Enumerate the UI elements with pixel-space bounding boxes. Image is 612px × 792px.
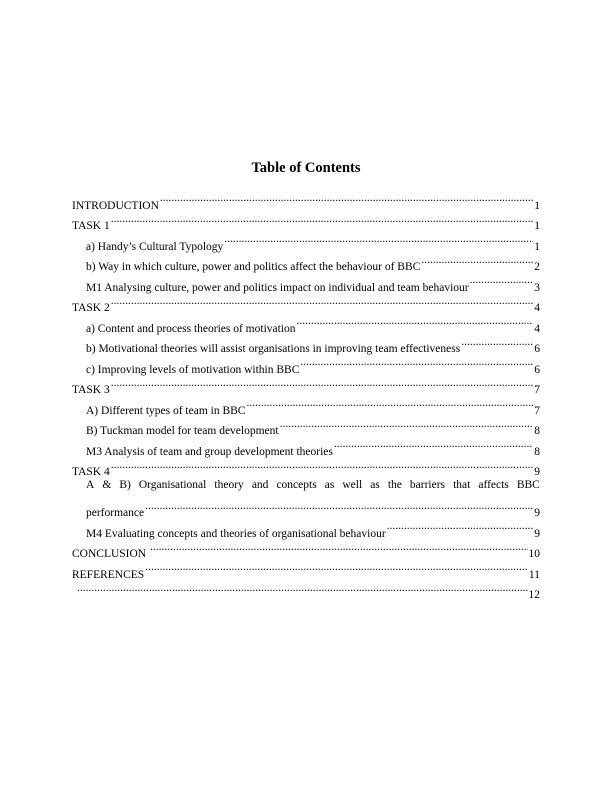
toc-entry-page: 4 bbox=[534, 322, 540, 335]
toc-entry-label: TASK 1 bbox=[72, 220, 110, 232]
toc-entry-task-3[interactable] bbox=[72, 373, 540, 394]
toc-entry-introduction[interactable] bbox=[72, 188, 540, 212]
toc-word: affects bbox=[478, 479, 509, 491]
dot-leader bbox=[145, 557, 528, 578]
toc-entry-page: 1 bbox=[534, 220, 540, 232]
toc-entry-page: 10 bbox=[528, 548, 540, 560]
dot-leader bbox=[111, 455, 534, 476]
dot-leader bbox=[111, 209, 534, 230]
toc-entry-types-of-team[interactable] bbox=[72, 393, 540, 417]
toc-entry-page: 9 bbox=[534, 527, 540, 540]
toc-entry-label: CONCLUSION bbox=[72, 548, 149, 560]
toc-word: as bbox=[370, 479, 380, 491]
toc-entry-label: A) Different types of team in BBC bbox=[86, 404, 246, 417]
toc-entry-page: 2 bbox=[534, 261, 540, 273]
toc-entry-label: M3 Analysis of team and group development theories bbox=[86, 445, 333, 458]
toc-entry-label: b) Way in which culture, power and politics affect the behaviour of BBC bbox=[86, 261, 421, 273]
dot-leader bbox=[470, 270, 534, 291]
toc-entry-label: REFERENCES bbox=[72, 568, 145, 581]
toc-word: & bbox=[102, 479, 112, 491]
dot-leader bbox=[334, 434, 533, 455]
toc-entry-label: a) Content and process theories of motivation bbox=[86, 322, 296, 335]
dot-leader bbox=[160, 188, 533, 209]
toc-entry-label: TASK 3 bbox=[72, 384, 110, 396]
toc-entry-label: B) Tuckman model for team development bbox=[86, 425, 279, 437]
toc-entry-task-1[interactable] bbox=[72, 209, 540, 230]
toc-entry-justified-line bbox=[86, 475, 540, 496]
toc-entry-content-process-theories[interactable] bbox=[72, 311, 540, 335]
toc-word: A bbox=[86, 479, 95, 491]
dot-leader bbox=[111, 291, 534, 312]
toc-entry-untitled[interactable] bbox=[72, 578, 540, 599]
toc-word: Organisational bbox=[138, 479, 207, 491]
toc-entry-label: TASK 4 bbox=[72, 466, 110, 478]
dot-leader bbox=[224, 229, 533, 250]
toc-entry-organisational-theory[interactable] bbox=[72, 475, 540, 519]
dot-leader bbox=[280, 414, 534, 435]
toc-entry-label: M4 Evaluating concepts and theories of organisational behaviour bbox=[86, 527, 386, 540]
table-of-contents bbox=[72, 188, 540, 601]
toc-entry-label: b) Motivational theories will assist organisations in improving team effectiveness bbox=[86, 343, 461, 355]
toc-entry-handys-cultural-typology[interactable] bbox=[72, 229, 540, 253]
toc-entry-page: 7 bbox=[534, 384, 540, 396]
dot-leader bbox=[246, 393, 533, 414]
toc-word: theory bbox=[214, 479, 244, 491]
toc-entry-label: a) Handy’s Cultural Typology bbox=[86, 240, 224, 253]
dot-leader bbox=[150, 537, 528, 558]
toc-entry-page: 7 bbox=[534, 404, 540, 417]
toc-entry-label: TASK 2 bbox=[72, 302, 110, 314]
toc-entry-page: 11 bbox=[528, 568, 540, 581]
toc-word: B) bbox=[119, 479, 131, 491]
toc-word: barriers bbox=[409, 479, 446, 491]
dot-leader bbox=[297, 311, 534, 332]
toc-entry-page: 9 bbox=[534, 507, 540, 519]
toc-word: concepts bbox=[276, 479, 317, 491]
toc-entry-label: M1 Analysing culture, power and politics impact on individual and team behaviour bbox=[86, 281, 469, 294]
toc-word: the bbox=[387, 479, 402, 491]
dot-leader bbox=[461, 332, 533, 353]
toc-entry-continuation-line bbox=[86, 496, 540, 517]
dot-leader bbox=[111, 373, 534, 394]
toc-entry-page: 12 bbox=[528, 589, 540, 601]
toc-word: BBC bbox=[516, 479, 540, 491]
toc-entry-page: 1 bbox=[534, 240, 540, 253]
toc-entry-page: 6 bbox=[534, 363, 540, 376]
dot-leader bbox=[387, 516, 534, 537]
toc-title: Table of Contents bbox=[251, 160, 361, 176]
toc-entry-label: INTRODUCTION bbox=[72, 199, 159, 212]
toc-entry-label bbox=[72, 585, 76, 606]
toc-entry-page: 8 bbox=[534, 445, 540, 458]
toc-entry-task-2[interactable] bbox=[72, 291, 540, 312]
toc-word: as bbox=[324, 479, 335, 491]
toc-entry-page: 1 bbox=[534, 199, 540, 212]
toc-entry-page: 8 bbox=[534, 425, 540, 437]
dot-leader bbox=[421, 250, 533, 271]
toc-entry-page: 4 bbox=[534, 302, 540, 314]
dot-leader bbox=[145, 496, 533, 517]
toc-entry-page: 9 bbox=[534, 466, 540, 478]
toc-entry-label: performance bbox=[86, 507, 145, 519]
dot-leader bbox=[77, 578, 528, 599]
dot-leader bbox=[300, 352, 533, 373]
toc-entry-task-4[interactable] bbox=[72, 455, 540, 476]
toc-word: and bbox=[251, 479, 269, 491]
toc-entry-page: 6 bbox=[534, 343, 540, 355]
toc-word: that bbox=[453, 479, 471, 491]
toc-entry-page: 3 bbox=[534, 281, 540, 294]
toc-entry-label: c) Improving levels of motivation within BBC bbox=[86, 363, 300, 376]
toc-word: well bbox=[342, 479, 363, 491]
